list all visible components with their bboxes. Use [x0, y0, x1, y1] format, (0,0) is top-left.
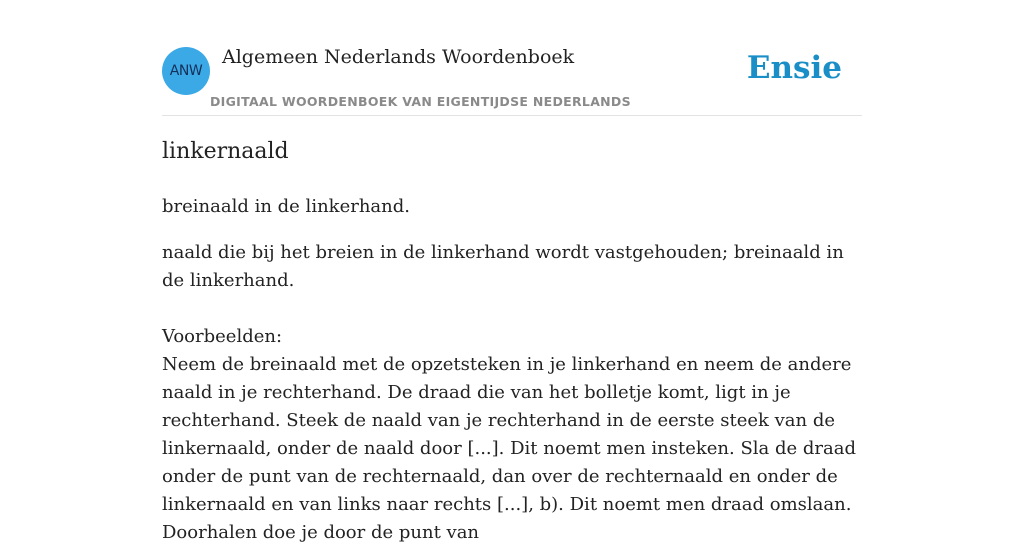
- entry-headword: linkernaald: [162, 139, 289, 164]
- examples-label: Voorbeelden:: [162, 326, 283, 347]
- site-title[interactable]: Algemeen Nederlands Woordenboek: [222, 46, 575, 68]
- entry-short-definition: breinaald in de linkerhand.: [162, 196, 410, 217]
- examples-text: Neem de breinaald met de opzetsteken in je linkerhand en neem de andere naald in je rechterhand. De draad die van het bolletje komt, ligt in je rechterhand. Steek de naald van je rechterhand in de eerste steek van de linkernaald, onder de naald door [...]. Dit noemt men insteken. Sla de draad onder de punt van de rechternaald, dan over de rechternaald en onder de linkernaald en van links naar rechts [...], b). Dit noemt men draad omslaan. Doorhalen doe je door de punt van: [162, 354, 857, 543]
- paragraph-spacer: [162, 295, 862, 323]
- entry-definition: naald die bij het breien in de linkerhand wordt vastgehouden; breinaald in de linkerhand.: [162, 242, 844, 291]
- entry-body: [162, 239, 862, 547]
- site-subtitle: DIGITAAL WOORDENBOEK VAN EIGENTIJDSE NEDERLANDS: [210, 94, 631, 109]
- anw-logo-text: ANW: [169, 63, 203, 79]
- site-header: [162, 0, 862, 116]
- page: [162, 0, 862, 543]
- ensie-logo-link[interactable]: Ensie: [746, 50, 842, 86]
- anw-logo[interactable]: [162, 47, 210, 95]
